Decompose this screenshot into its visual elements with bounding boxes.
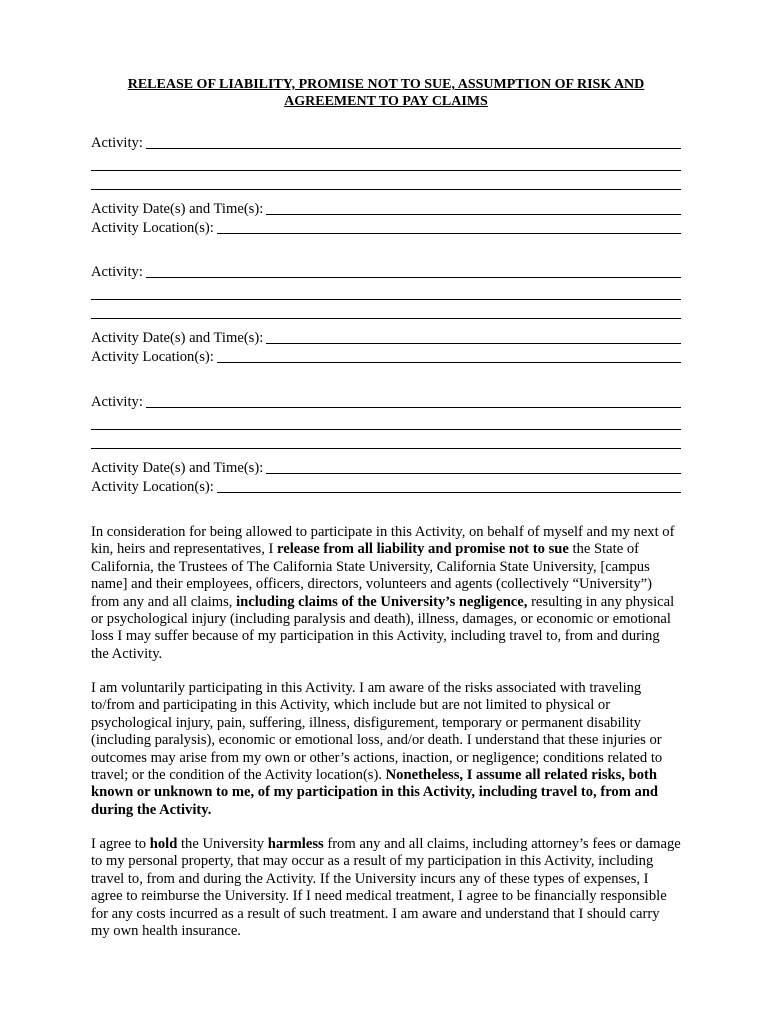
risk-text: I am voluntarily participating in this Activity. I am aware of the risks associated with traveling to/from and participating in this Activity, which include but are not limited to physical or psychological injury, pain, suffering, illness, disfigurement, temporary or permanent disability (including paralysis), economic or emotional loss, and/or death. I understand that these injuries or outcomes may arise from my own or other’s actions, inaction, or negligence; conditions related to travel; or the condition of the Activity location(s). bbox=[91, 680, 663, 784]
activity-continuation-line[interactable] bbox=[91, 152, 681, 171]
location-input-line[interactable] bbox=[217, 478, 681, 493]
activity-continuation-line[interactable] bbox=[91, 430, 681, 449]
dates-label: Activity Date(s) and Time(s): bbox=[91, 460, 264, 476]
activity-continuation-line[interactable] bbox=[91, 171, 681, 190]
activity-continuation-line[interactable] bbox=[91, 281, 681, 300]
hold-emphasis: hold bbox=[149, 836, 178, 852]
release-text: In consideration for being allowed to participate in this Activity, on behalf of myself and my next of kin, heirs and representatives, I bbox=[91, 524, 675, 558]
assume-risk-emphasis: Nonetheless, I assume all related risks, both known or unknown to me, of my participation in this Activity, including travel to, from and during the Activity. bbox=[91, 767, 659, 818]
title-line-1: RELEASE OF LIABILITY, PROMISE NOT TO SUE, ASSUMPTION OF RISK AND bbox=[127, 77, 645, 92]
activity-label: Activity: bbox=[91, 394, 143, 410]
location-label: Activity Location(s): bbox=[91, 220, 214, 236]
dates-input-line[interactable] bbox=[266, 459, 681, 474]
activity-details-1 bbox=[91, 199, 681, 237]
location-input-line[interactable] bbox=[217, 348, 681, 363]
activity-details-2 bbox=[91, 328, 681, 366]
dates-input-line[interactable] bbox=[266, 200, 681, 215]
activity-section-3 bbox=[91, 392, 681, 449]
activity-continuation-line[interactable] bbox=[91, 300, 681, 319]
dates-input-line[interactable] bbox=[266, 329, 681, 344]
activity-section-1 bbox=[91, 133, 681, 190]
release-paragraph bbox=[91, 524, 681, 663]
claims-text: from any and all claims, including attorney’s fees or damage to my personal property, that may occur as a result of my participation in this Activity, including travel to, from and during the Activity. If the University incurs any of these types of expenses, I agree to reimburse the University. If I need medical treatment, I agree to be financially responsible for any costs incurred as a result of such treatment. I am aware and understand that I should carry my own health insurance. bbox=[91, 836, 681, 940]
activity-details-3 bbox=[91, 458, 681, 496]
release-text: resulting in any physical or psychological injury (including paralysis and death), illness, damages, or economic or emotional loss I may suffer because of my participation in this Activity, including travel to, from and during the Activity. bbox=[91, 593, 675, 662]
assumption-of-risk-paragraph bbox=[91, 680, 681, 819]
location-input-line[interactable] bbox=[217, 219, 681, 234]
title-line-2: AGREEMENT TO PAY CLAIMS bbox=[284, 94, 488, 109]
dates-label: Activity Date(s) and Time(s): bbox=[91, 330, 264, 346]
activity-label: Activity: bbox=[91, 264, 143, 280]
activity-section-2 bbox=[91, 262, 681, 319]
document-title bbox=[91, 76, 681, 110]
activity-input-line[interactable] bbox=[146, 393, 681, 408]
activity-continuation-line[interactable] bbox=[91, 411, 681, 430]
release-text: the State of California, the Trustees of The California State University, California State University, [campus name] and their employees, officers, directors, volunteers and agents (collectively “University”) from any and all claims, bbox=[91, 541, 652, 610]
claims-text: I agree to bbox=[91, 836, 150, 852]
location-label: Activity Location(s): bbox=[91, 479, 214, 495]
dates-label: Activity Date(s) and Time(s): bbox=[91, 201, 264, 217]
claims-text: the University bbox=[177, 836, 268, 852]
location-label: Activity Location(s): bbox=[91, 349, 214, 365]
pay-claims-paragraph bbox=[91, 836, 681, 940]
release-emphasis: release from all liability and promise not to sue bbox=[277, 541, 569, 558]
activity-input-line[interactable] bbox=[146, 263, 681, 278]
negligence-emphasis: including claims of the University’s negligence, bbox=[236, 593, 528, 610]
activity-label: Activity: bbox=[91, 135, 143, 151]
harmless-emphasis: harmless bbox=[267, 836, 324, 852]
activity-input-line[interactable] bbox=[146, 134, 681, 149]
